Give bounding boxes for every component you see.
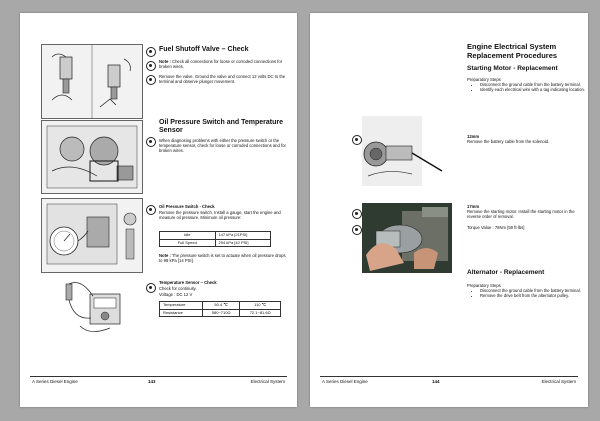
oil-check-figure — [41, 198, 143, 273]
oil-check-note: Note : The pressure switch is set to actuate when oil pressure drops to 98 kPa [14 PSI]. — [159, 253, 286, 264]
footer-rule — [320, 376, 578, 377]
table-row — [160, 302, 281, 310]
footer-rule — [30, 376, 287, 377]
temp-sensor-title: Temperature Sensor – Check — [159, 280, 217, 285]
torque-icon — [352, 225, 362, 235]
list-item: • Identify each electrical wire with a tag indicating location. — [480, 87, 585, 92]
table-row — [160, 309, 281, 317]
right-page — [310, 13, 588, 407]
alternator-prep-label: Preparatory Steps — [467, 283, 501, 288]
test-icon — [146, 61, 156, 71]
temp-sensor-line2: Voltage : DC 12 V — [159, 292, 193, 297]
battery-cable-figure — [362, 116, 447, 186]
oil-switch-figure — [41, 120, 143, 194]
table-cell: Full Speed — [160, 239, 216, 247]
temp-sensor-line1: Check for continuity. — [159, 286, 197, 291]
starting-prep-label: Preparatory Steps — [467, 77, 501, 82]
step2-text: Remove the starting motor. Install the starting motor in the reverse order of removal. — [467, 209, 575, 220]
alternator-title: Alternator - Replacement — [467, 269, 545, 276]
starting-motor-title: Starting Motor - Replacement — [467, 65, 558, 72]
footer-left: A Series Diesel Engine — [322, 379, 368, 384]
page-number: 143 — [148, 379, 156, 384]
footer-right: Electrical System — [250, 379, 285, 384]
oil-switch-title: Oil Pressure Switch and Temperature Sensor — [159, 119, 283, 134]
oil-check-body: Remove the pressure switch. Install a gauge, start the engine and measure oil pressure. Minimum oil pressure: — [159, 210, 281, 221]
footer-right: Electrical System — [541, 379, 576, 384]
step2-tool: 17mm — [467, 204, 480, 209]
table-cell: 72.1~81.6Ω — [240, 309, 281, 317]
alternator-prep-list — [472, 288, 585, 298]
footer-left: A Series Diesel Engine — [32, 379, 78, 384]
table-cell: 147 kPa [21PSI] — [215, 232, 271, 240]
oil-pressure-table — [159, 231, 271, 247]
inspect-icon — [146, 137, 156, 147]
temp-resistance-table — [159, 301, 281, 317]
step1-text: Remove the battery cable from the solenoid. — [467, 139, 550, 144]
fuel-valve-body: Remove the valve. Ground the valve and connect 12 volts DC to the terminal and observe plunger movement. — [159, 74, 286, 85]
wrench-icon — [352, 135, 362, 145]
list-item: • Disconnect the ground cable from the battery terminal. — [480, 82, 585, 87]
fuel-valve-note: Note : Check all connections for loose or corroded connections for broken wires. — [159, 59, 283, 70]
section-header: Engine Electrical System Replacement Procedures — [467, 42, 558, 60]
table-cell: Temperature — [160, 302, 203, 310]
left-page — [20, 13, 297, 407]
table-cell: 110 ℃ — [240, 302, 281, 310]
inspect-icon — [146, 283, 156, 293]
table-cell: Idle — [160, 232, 216, 240]
page-number: 144 — [432, 379, 440, 384]
wrench-icon — [352, 209, 362, 219]
starting-motor-photo — [362, 203, 452, 273]
table-row — [160, 239, 271, 247]
inspect-icon — [146, 47, 156, 57]
list-item: • Remove the drive belt from the alternator pulley. — [480, 293, 585, 298]
inspect-icon — [146, 205, 156, 215]
fuel-valve-title: Fuel Shutoff Valve – Check — [159, 46, 249, 53]
step2-torque: Torque Value : 78Nm [59 ft-lbs] — [467, 225, 525, 230]
tool-icon — [146, 75, 156, 85]
table-cell: 294 kPa [42 PSI] — [215, 239, 271, 247]
starting-prep-list — [472, 82, 585, 92]
list-item: • Disconnect the ground cable from the battery terminal. — [480, 288, 585, 293]
fuel-valve-figure — [41, 44, 143, 119]
oil-switch-body: When diagnosing problems with either the pressure switch or the temperature sensor, check for loose or corroded connections and for broken wires. — [159, 138, 286, 154]
table-cell: 580~710Ω — [202, 309, 239, 317]
table-cell: Resistance — [160, 309, 203, 317]
step1-tool: 12mm — [467, 134, 480, 139]
temp-sensor-figure — [60, 276, 132, 341]
table-cell: 50.4 ℃ — [202, 302, 239, 310]
table-row — [160, 232, 271, 240]
oil-check-title: Oil Pressure Switch - Check — [159, 204, 215, 209]
